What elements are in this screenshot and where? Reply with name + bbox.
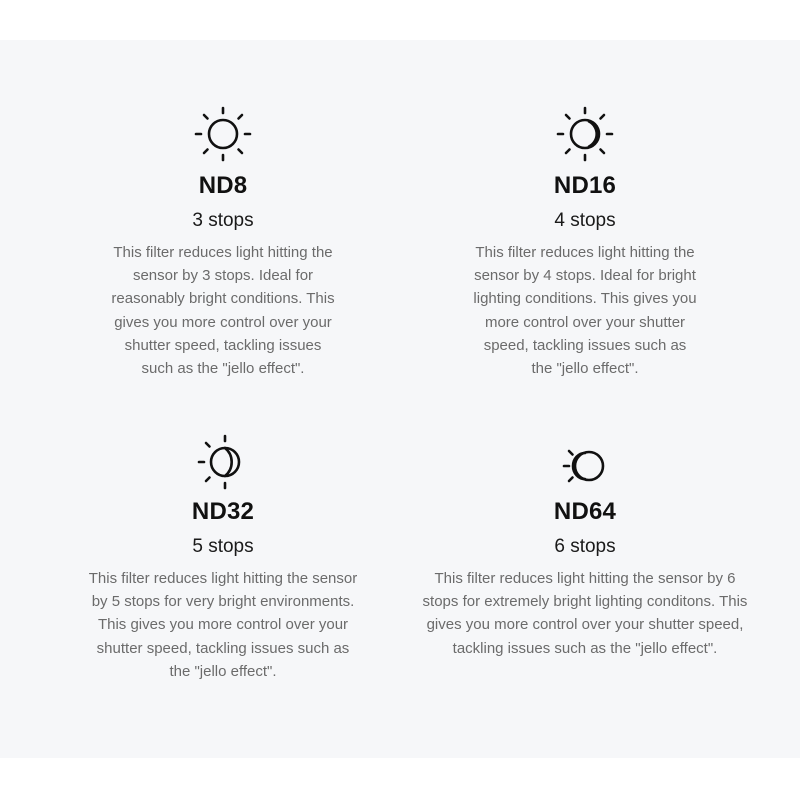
nd-filters-section [0,40,800,758]
filter-description: This filter reduces light hitting the sensor by 5 stops for very bright environments. This gives you more control over your shutter speed, tackling issues such as the "jello effect". [88,570,358,680]
filter-name: ND16 [553,172,617,199]
filter-stops: 3 stops [192,210,254,231]
sun-partial-shade-icon [553,106,617,170]
filter-stops: 6 stops [554,536,616,557]
sun-eclipse-icon [553,432,617,496]
filter-description: This filter reduces light hitting the sensor by 6 stops for extremely bright lighting conditons. This gives you more control over your shutter speed, tackling issues such as the "jello effect". [422,570,748,657]
filter-stops: 5 stops [192,536,254,557]
filter-description: This filter reduces light hitting the sensor by 3 stops. Ideal for reasonably bright conditions. This gives you more control over your shutter speed, tackling issues such as the "jello effect". [111,244,335,378]
sun-half-shade-icon [191,432,255,496]
filter-name: ND8 [198,172,248,199]
filter-card-nd8 [73,106,373,380]
filter-card-nd64 [422,432,748,660]
sun-icon [191,106,255,170]
filter-name: ND64 [553,498,617,525]
filter-card-nd16 [435,106,735,380]
filter-name: ND32 [191,498,255,525]
filter-stops: 4 stops [554,210,616,231]
filter-description: This filter reduces light hitting the sensor by 4 stops. Ideal for bright lighting conditions. This gives you more control over your shutter speed, tackling issues such as the "jello effect". [473,244,697,378]
filter-card-nd32 [73,432,373,683]
